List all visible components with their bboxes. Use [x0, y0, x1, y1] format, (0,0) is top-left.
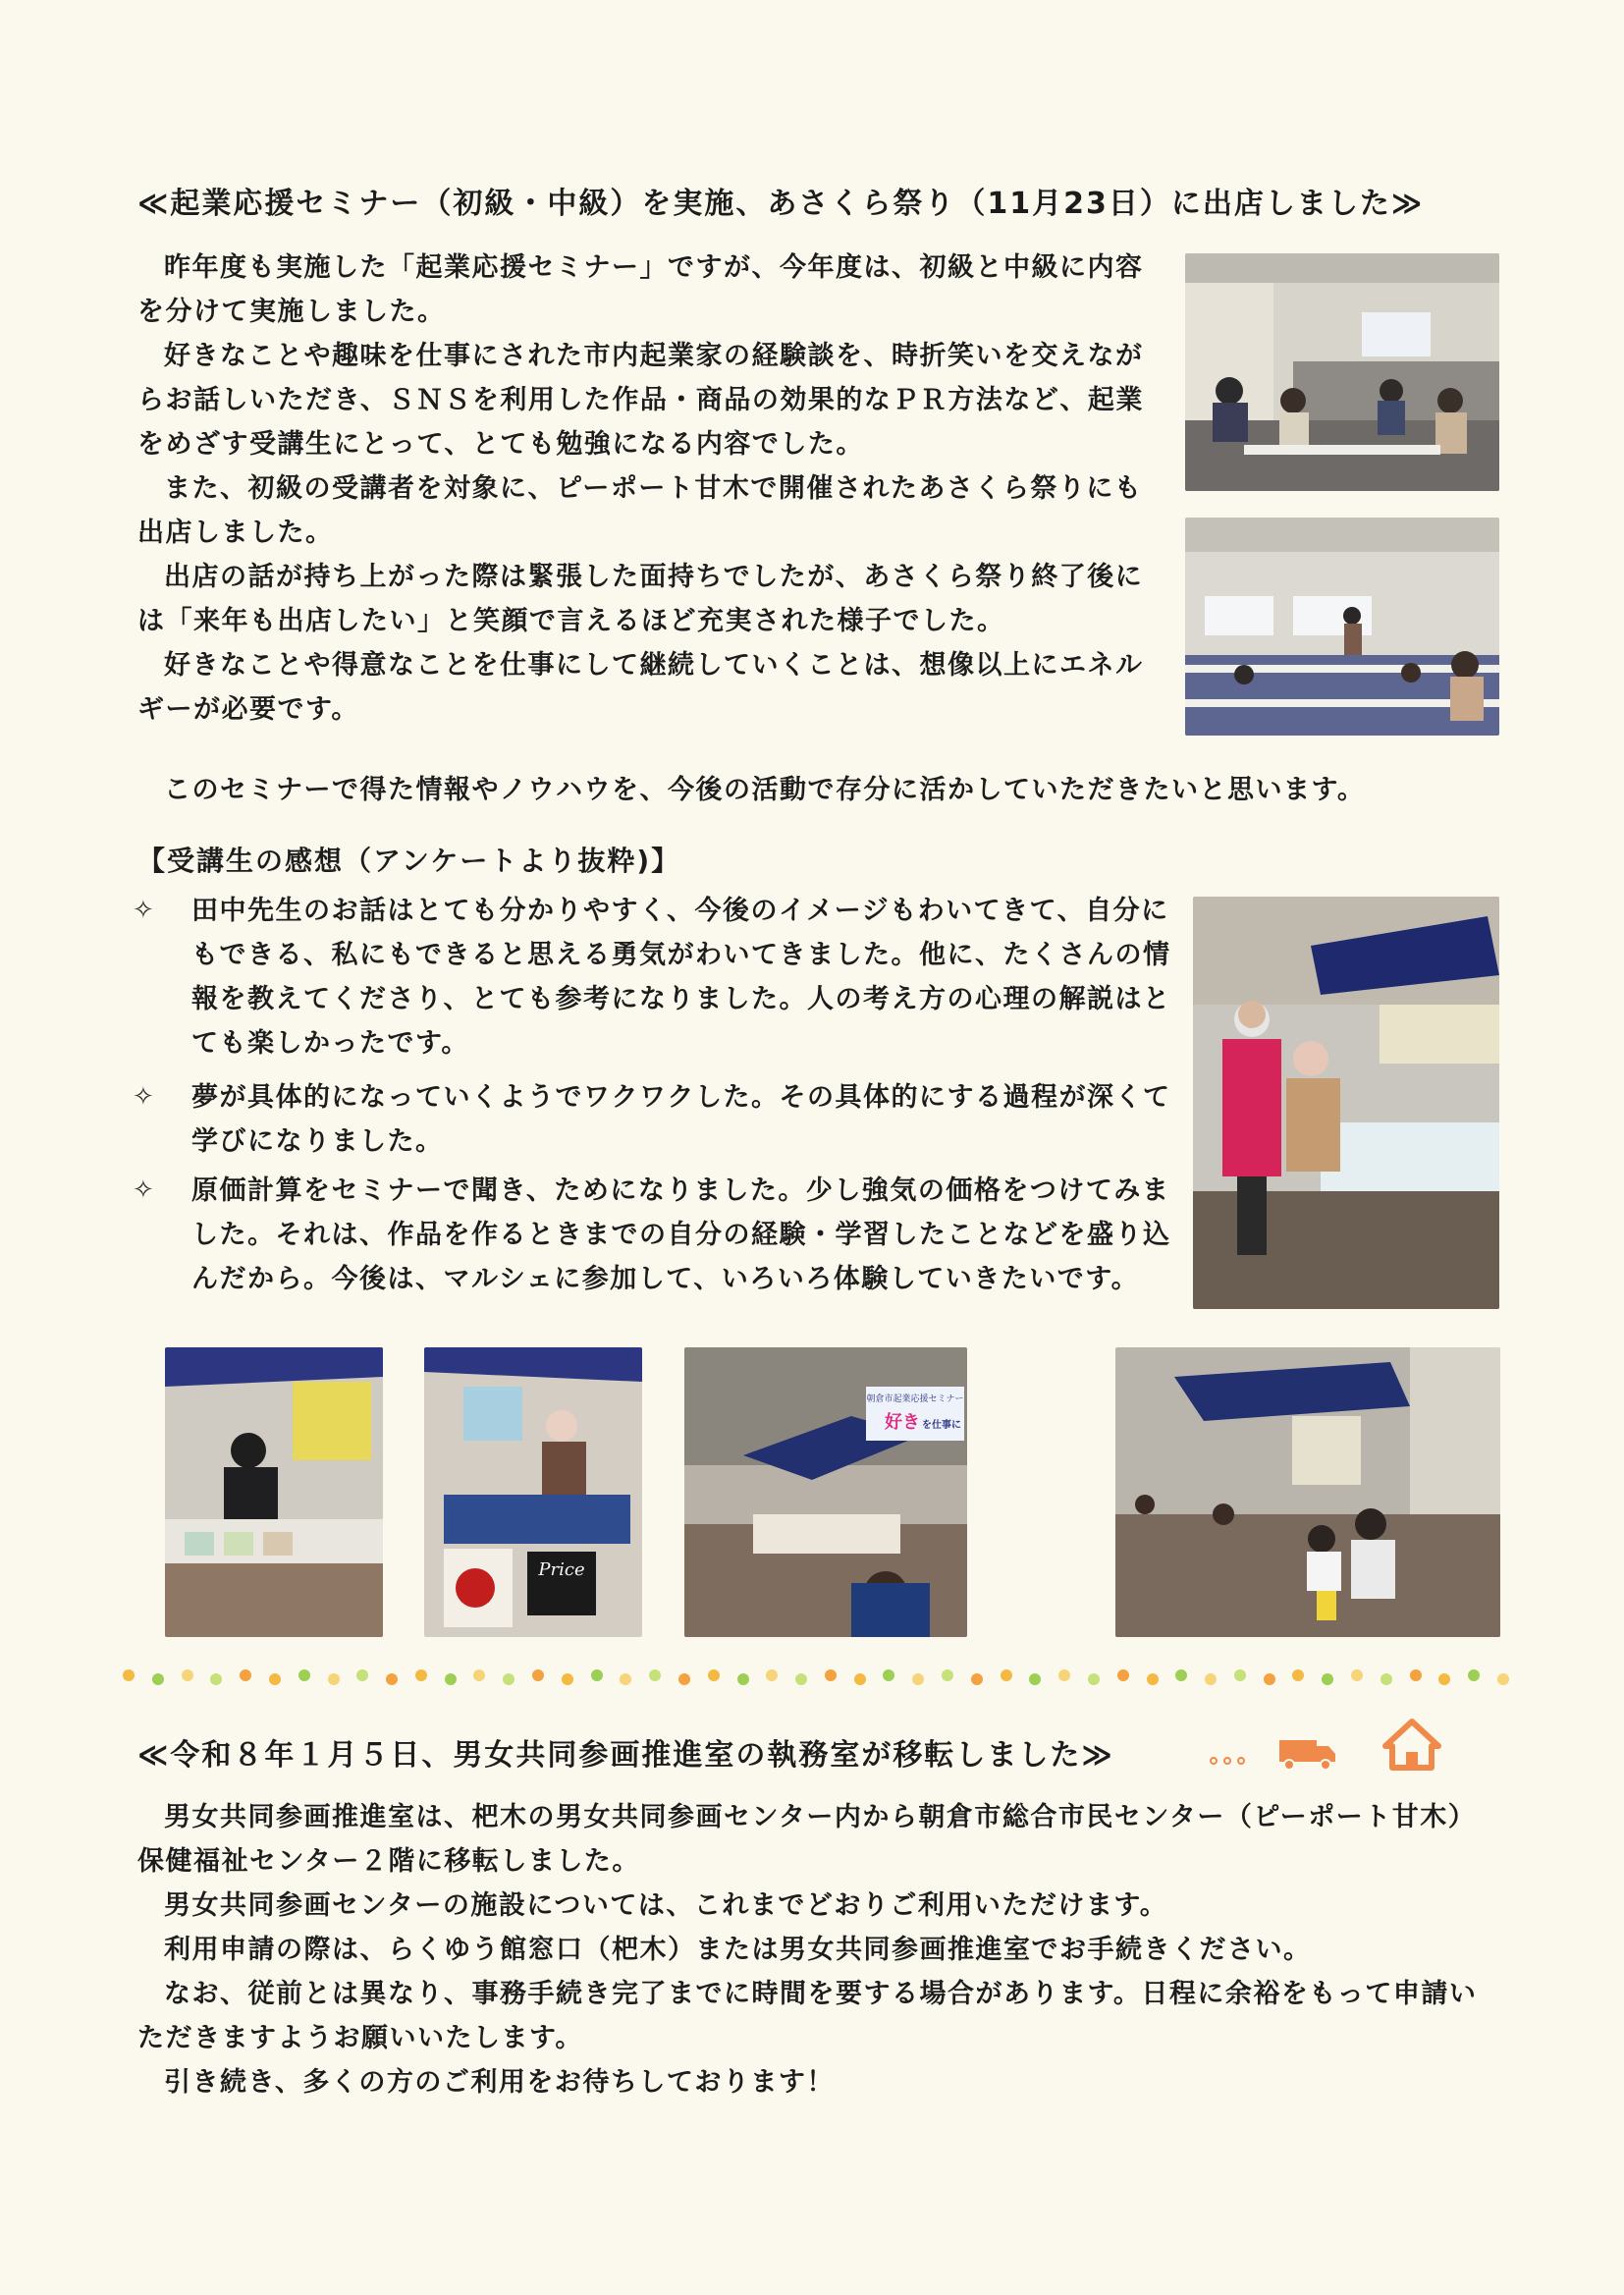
divider-dot — [1001, 1669, 1012, 1681]
divider-dot — [123, 1669, 135, 1681]
divider-dot — [298, 1669, 310, 1681]
section2-paragraph: 男女共同参画センターの施設については、これまでどおりご利用いただけます。 — [164, 1890, 1168, 1921]
section2-paragraph: なお、従前とは異なり、事務手続き完了までに時間を要する場合があります。日程に余裕をもって申請いただきますようお願いいたします。 — [137, 1979, 1478, 2053]
voices-title: 【受講生の感想（アンケートより抜粋)】 — [137, 845, 681, 877]
voice-item — [133, 889, 1173, 1066]
divider-dot — [942, 1669, 953, 1681]
divider-dot — [1322, 1673, 1333, 1685]
section1-paragraph: また、初級の受講者を対象に、ピーポート甘木で開催されたあさくら祭りにも出店しました。 — [137, 473, 1143, 548]
voice-text: 夢が具体的になっていくようでワクワクした。その具体的にする過程が深くて学びになりました。 — [191, 1082, 1171, 1157]
divider-dot — [766, 1669, 778, 1681]
divider-dot — [1234, 1669, 1246, 1681]
divider-dot — [356, 1669, 368, 1681]
divider-dot — [473, 1669, 485, 1681]
divider-dot — [1088, 1673, 1100, 1685]
festival-photo-main — [1193, 897, 1499, 1309]
divider-dot — [620, 1673, 631, 1685]
divider-dot — [678, 1673, 690, 1685]
voice-item — [133, 1075, 1173, 1164]
festival-photo-booth-1 — [165, 1347, 383, 1637]
divider-dot — [328, 1673, 340, 1685]
divider-dot — [1410, 1669, 1422, 1681]
section1-paragraph: 好きなことや趣味を仕事にされた市内起業家の経験談を、時折笑いを交えながらお話しいただき、ＳＮＳを利用した作品・商品の効果的なＰＲ方法など、起業をめざす受講生にとって、とても勉強になる内容でした。 — [137, 341, 1144, 460]
divider-dot — [1468, 1669, 1480, 1681]
divider-dot — [1058, 1669, 1070, 1681]
sparkle-bullet-icon: ✧ — [133, 1175, 154, 1205]
divider-dot — [386, 1673, 398, 1685]
divider-dot — [445, 1673, 457, 1685]
divider-dot — [1147, 1673, 1159, 1685]
section1-paragraph: 出店の話が持ち上がった際は緊張した面持ちでしたが、あさくら祭り終了後には「来年も出店したい」と笑顔で言えるほど充実された様子でした。 — [137, 562, 1144, 636]
voice-text: 田中先生のお話はとても分かりやすく、今後のイメージもわいてきて、自分にもできる、私にもできると思える勇気がわいてきました。他に、たくさんの情報を教えてくださり、とても参考になりました。人の考え方の心理の解説はとても楽しかったです。 — [191, 896, 1171, 1059]
divider-dot — [591, 1669, 603, 1681]
divider-dot — [1205, 1673, 1217, 1685]
divider-dot — [912, 1673, 924, 1685]
divider-dot — [532, 1669, 544, 1681]
divider-dot — [1292, 1669, 1304, 1681]
divider-dot — [883, 1669, 894, 1681]
divider-dot — [795, 1673, 807, 1685]
banner-main-text: 好き — [885, 1412, 920, 1433]
divider-dot — [1029, 1673, 1041, 1685]
divider-dot — [708, 1669, 720, 1681]
divider-dot — [971, 1673, 983, 1685]
festival-photo-banner — [684, 1347, 967, 1637]
seminar-photo-1 — [1185, 253, 1499, 491]
banner-top-text: 朝倉市起業応援セミナー — [866, 1394, 964, 1404]
banner-sub-text: を仕事に — [922, 1420, 961, 1431]
divider-dot — [562, 1673, 573, 1685]
divider-dot — [649, 1669, 661, 1681]
divider-dot — [737, 1673, 749, 1685]
divider-dot — [415, 1669, 427, 1681]
price-sign-text: Price — [538, 1559, 585, 1580]
divider-dot — [1264, 1673, 1275, 1685]
section1-paragraph: このセミナーで得た情報やノウハウを、今後の活動で存分に活かしていただきたいと思います。 — [164, 775, 1366, 805]
divider-dot — [210, 1673, 222, 1685]
sparkle-bullet-icon: ✧ — [133, 1082, 154, 1112]
divider-dot — [269, 1673, 281, 1685]
divider-dot — [1497, 1673, 1509, 1685]
seminar-photo-2 — [1185, 518, 1499, 736]
section2-paragraph: 男女共同参画推進室は、杷木の男女共同参画センター内から朝倉市総合市民センター（ピーポート甘木）保健福祉センター２階に移転しました。 — [137, 1802, 1477, 1877]
festival-photo-crowd — [1115, 1347, 1500, 1637]
divider-dot — [1438, 1673, 1450, 1685]
divider-dot — [1351, 1669, 1363, 1681]
section1-paragraph: 昨年度も実施した「起業応援セミナー」ですが、今年度は、初級と中級に内容を分けて実施しました。 — [137, 252, 1144, 327]
divider-dot — [825, 1669, 837, 1681]
divider-dot — [1175, 1669, 1187, 1681]
section2-paragraph: 引き続き、多くの方のご利用をお待ちしております！ — [164, 2067, 835, 2098]
section2-body — [137, 1795, 1502, 2104]
section1-body — [137, 246, 1168, 732]
section1-paragraph: 好きなことや得意なことを仕事にして継続していくことは、想像以上にエネルギーが必要です。 — [137, 650, 1144, 725]
divider-dot — [854, 1673, 866, 1685]
divider-dot — [1117, 1669, 1129, 1681]
section2-title: ≪令和８年１月５日、男女共同参画推進室の執務室が移転しました≫ — [137, 1738, 1114, 1773]
voice-item — [133, 1169, 1173, 1301]
divider-dot — [503, 1673, 514, 1685]
divider-dot — [182, 1669, 193, 1681]
divider-dot — [1380, 1673, 1392, 1685]
voice-text: 原価計算をセミナーで聞き、ためになりました。少し強気の価格をつけてみました。それは、作品を作るときまでの自分の経験・学習したことなどを盛り込んだから。今後は、マルシェに参加して、いろいろ体験していきたいです。 — [191, 1175, 1171, 1294]
festival-photo-booth-2 — [424, 1347, 642, 1637]
divider-dot — [240, 1669, 251, 1681]
divider-dot — [152, 1673, 164, 1685]
section1-title: ≪起業応援セミナー（初級・中級）を実施、あさくら祭り（11月23日）に出店しました≫ — [137, 187, 1425, 221]
section1-closing — [137, 768, 1492, 812]
moving-truck-icon — [1206, 1728, 1338, 1773]
house-icon — [1382, 1717, 1441, 1771]
section2-paragraph: 利用申請の際は、らくゆう館窓口（杷木）または男女共同参画推進室でお手続きください。 — [164, 1935, 1312, 1965]
sparkle-bullet-icon: ✧ — [133, 896, 154, 925]
dot-divider — [123, 1669, 1507, 1689]
